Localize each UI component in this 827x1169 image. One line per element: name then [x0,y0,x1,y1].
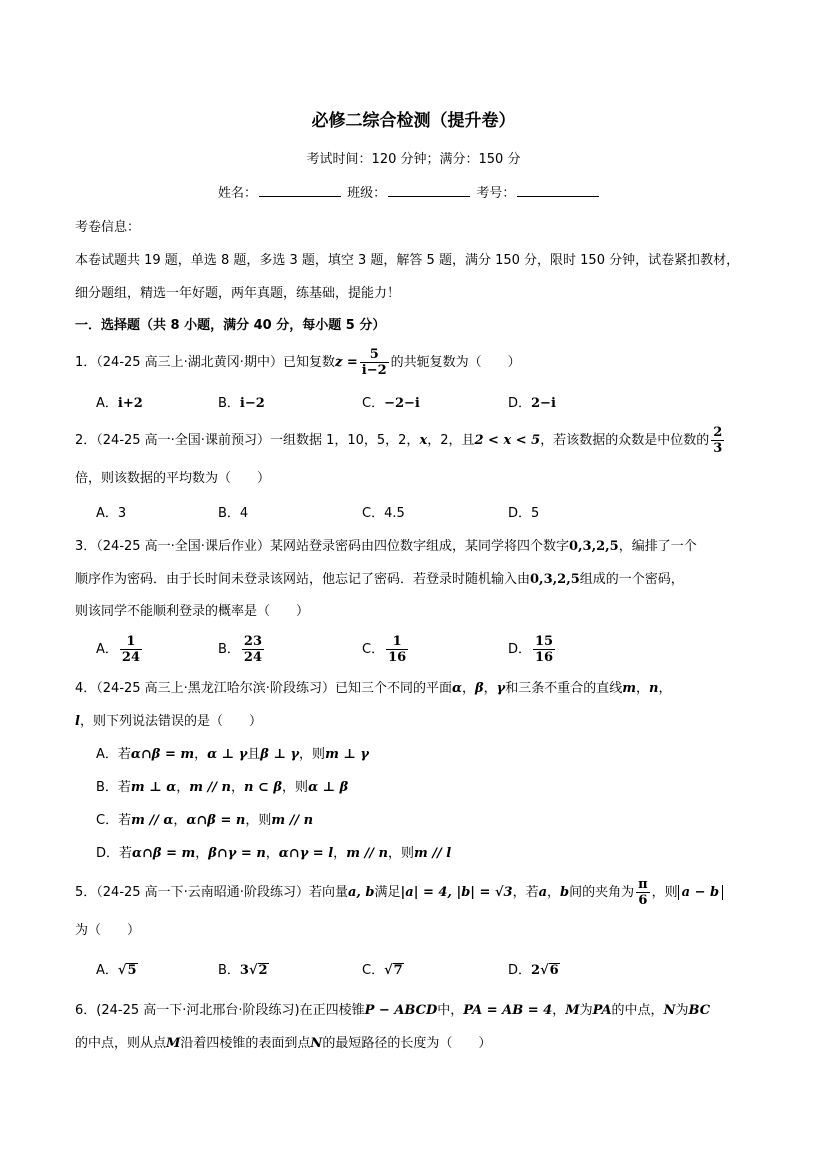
q3-option-c-frac [386,634,408,665]
q6-comma: ， [552,1003,566,1018]
q1-prefix: 1．（24-25 高三上·湖北黄冈·期中）已知复数 [75,355,335,370]
q4-line-1 [75,680,672,698]
q2-option-b-value: 4 [239,506,249,521]
q4-c-then: ，则 [245,813,272,828]
q2-x: x [419,433,428,448]
q5-frac-num: π [638,877,648,892]
q4-line-2-text: ，则下列说法错误的是（ ） [79,714,262,729]
q6-BC: BC [688,1003,711,1018]
q5-option-a[interactable]: A．√5 [96,963,137,978]
student-info-row [218,184,601,203]
class-label: 班级： [347,186,387,201]
page-title: 必修二综合检测（提升卷） [311,111,516,131]
q1-z: z = [334,355,358,370]
q2-option-c[interactable] [362,505,405,523]
q5-frac-den: 6 [638,893,648,908]
q3-option-d-frac [533,634,555,665]
q4-b-sep1: ， [176,780,190,795]
q4-d-sep3: ， [333,846,347,861]
q2-frac-den: 3 [713,441,723,456]
q3-c-num: 1 [386,634,408,650]
q5-mid2: ，若 [512,885,539,900]
q2-mid: ，2，且 [427,433,475,448]
q6-midof: 的中点， [611,1003,664,1018]
info-line-2: 细分题组，精选一年好题，两年真题，练基础，提能力！ [75,286,401,301]
q6-line-2b: 沿着四棱锥的表面到点 [180,1036,311,1051]
q5-prefix: 5．（24-25 高一下·云南昭通·阶段练习）若向量 [75,885,348,900]
q3-b-num: 23 [243,634,263,649]
q2-option-a[interactable] [96,505,126,523]
q1-fraction [360,347,389,378]
q3-option-b-frac [242,634,264,665]
q2-option-d[interactable] [508,505,539,523]
q4-sep-2: ， [483,681,497,696]
q4-b-sep2: ， [231,780,245,795]
q5-d-coef: 2 [531,963,541,978]
q5-option-d-label: D． [508,963,532,978]
q4-d-m5: m // l [413,846,452,861]
q5-option-c-label: C． [362,963,385,978]
q4-line-1a: 4．（24-25 高三上·黑龙江哈尔滨·阶段练习）已知三个不同的平面 [75,681,452,696]
q3-d-den: 16 [535,650,554,665]
q4-option-c[interactable] [96,812,313,830]
q4-beta: β [474,681,484,696]
q1-option-c-label: C． [362,396,385,411]
q1-option-a-label: A． [96,396,118,411]
q6-line-2a: 的中点，则从点 [75,1036,167,1051]
id-blank[interactable] [517,184,599,197]
q5-a: a [538,885,548,900]
q4-option-d[interactable] [96,845,451,863]
q5-line-1: 5．（24-25 高一下·云南昭通·阶段练习）若向量a, b满足|a| = 4, |b| = √3，若a，b间的夹角为 $\frac{\pi}{6}$ ，则 a − b [75,877,723,908]
q4-option-b[interactable] [96,779,348,797]
q4-d-m3: α∩γ = l [278,846,334,861]
q1-option-a[interactable] [96,395,143,413]
id-label: 考号： [476,186,516,201]
q2-option-a-label: A． [96,506,118,521]
q4-c-m1: m // α [131,813,174,828]
q3-line-3: 则该同学不能顺利登录的概率是（ ） [75,604,310,619]
q3-b-den: 24 [243,650,263,665]
q4-a-then: ，则 [299,747,326,762]
q5-option-d[interactable]: D．2√6 [508,963,559,978]
q4-a-sep: ， [194,747,208,762]
q2-inequality: 2 < x < 5 [474,433,541,448]
q1-frac-den: i−2 [361,363,387,378]
name-label: 姓名： [218,186,258,201]
q6-M-2: M [166,1036,181,1051]
q4-b-then: ，则 [282,780,309,795]
q6-wei-2: 为 [675,1003,689,1018]
q4-b-m2: m // n [189,780,231,795]
q3-line-2b: 组成的一个密码， [579,572,684,587]
q4-b-m3: n ⊂ β [244,780,283,795]
q6-line-2 [75,1035,491,1053]
q1-option-b-label: B． [218,396,240,411]
q2-option-d-value: 5 [531,506,540,521]
q4-a-m2: α ⊥ γ [207,747,248,762]
q1-option-d-label: D． [508,396,532,411]
q5-b-rad: 2 [258,963,268,978]
q1-option-d[interactable] [508,395,556,413]
q6-zhong: 中， [437,1003,464,1018]
q2-fraction [711,425,724,456]
q3-option-d[interactable] [508,634,557,665]
q4-sep-3: ， [636,681,650,696]
q4-a-m4: m ⊥ γ [325,747,369,762]
q5-option-b[interactable]: B．3√2 [218,963,268,978]
q3-option-b-label: B． [218,642,240,657]
q2-option-b-label: B． [218,506,240,521]
q4-n: n [649,681,659,696]
q5-condition: |a| = 4, |b| = √3 [400,885,513,900]
q3-option-a-label: A． [96,642,118,657]
q6-line-2c: 的最短路径的长度为（ ） [322,1036,492,1051]
q4-sep-1: ， [461,681,475,696]
q3-line-1b: ，编排了一个 [618,539,697,554]
q3-option-b[interactable] [218,634,266,665]
question-1 [75,347,521,378]
q1-option-c[interactable] [362,395,420,413]
q2-option-b[interactable] [218,505,248,523]
q6-equation: PA = AB = 4 [463,1003,553,1018]
q6-N: N [663,1003,676,1018]
q3-option-a-frac [120,634,142,665]
q3-digits-2: 0,3,2,5 [530,572,580,587]
q6-line-1 [75,1002,710,1020]
q1-frac-num: 5 [360,347,389,363]
q4-m: m [622,681,637,696]
q6-pyramid: P − ABCD [364,1003,438,1018]
q4-c-pre: C．若 [96,813,132,828]
q3-option-c-label: C． [362,642,385,657]
q4-d-then: ，则 [387,846,414,861]
q1-option-b[interactable] [218,395,265,413]
info-heading: 考卷信息： [75,220,141,235]
q6-wei-1: 为 [579,1003,593,1018]
q6-N-2: N [310,1036,323,1051]
q4-l: l [75,714,80,729]
q1-option-a-value: i+2 [117,396,143,411]
q4-a-pre: A．若 [96,747,131,762]
name-blank[interactable] [259,184,341,197]
q4-b-pre: B．若 [96,780,131,795]
q4-d-sep2: ， [265,846,279,861]
q4-a-m1: α∩β = m [130,747,195,762]
q5-mid3: 间的夹角为 [569,885,635,900]
q1-suffix: 的共轭复数为（ ） [390,355,521,370]
q4-d-m1: α∩β = m [132,846,196,861]
q5-option-c[interactable]: C．√7 [362,963,403,978]
q4-d-sep1: ， [195,846,209,861]
q4-sep-4: ， [658,681,672,696]
q2-prefix: 2．（24-25 高一·全国·课前预习）一组数据 1，10，5，2， [75,433,420,448]
q1-option-c-value: −2−i [384,396,420,411]
q5-option-a-label: A． [96,963,118,978]
q4-d-m4: m // n [346,846,388,861]
q3-line-2 [75,571,684,589]
q5-b: b [560,885,570,900]
q4-alpha: α [451,681,462,696]
q3-line-1 [75,538,697,556]
q4-b-m1: m ⊥ α [130,780,177,795]
q4-c-m2: α∩β = n [186,813,246,828]
info-line-1: 本卷试题共 19 题，单选 8 题，多选 3 题，填空 3 题，解答 5 题，满分 150 分，限时 150 分钟，试卷紧扣教材， [75,253,740,268]
class-blank[interactable] [388,184,470,197]
q3-line-2a: 顺序作为密码．由于长时间未登录该网站，他忘记了密码．若登录时随机输入由 [75,572,531,587]
q5-mid4: ，则 [651,885,678,900]
q3-a-num: 1 [120,634,142,650]
q2-option-a-value: 3 [117,506,127,521]
q3-d-num: 15 [535,634,554,649]
q3-line-1a: 3．（24-25 高一·全国·课后作业）某网站登录密码由四位数字组成，某同学将四个数字 [75,539,569,554]
q6-M: M [565,1003,580,1018]
q4-b-m4: α ⊥ β [308,780,349,795]
q5-option-b-label: B． [218,963,240,978]
q3-c-den: 16 [388,650,407,665]
q5-d-rad: 6 [549,963,559,978]
question-2 [75,425,726,456]
section-title: 一．选择题（共 8 小题，满分 40 分，每小题 5 分） [75,318,386,333]
q5-expression: a − b [678,885,723,900]
q3-option-a[interactable] [96,634,144,665]
q3-option-c[interactable] [362,634,410,665]
q5-vectors: a, b [347,885,375,900]
q4-line-2 [75,713,262,731]
q4-d-m2: β∩γ = n [208,846,266,861]
q5-fraction [636,877,650,908]
q1-option-b-value: i−2 [239,396,265,411]
exam-meta: 考试时间：120 分钟；满分：150 分 [306,152,521,167]
q4-gamma: γ [496,681,506,696]
q3-option-d-label: D． [508,642,532,657]
q4-a-and: 且 [247,747,261,762]
q3-a-den: 24 [121,650,140,665]
q4-c-m3: m // n [271,813,314,828]
q3-digits: 0,3,2,5 [568,539,619,554]
q2-option-c-value: 4.5 [384,506,405,521]
q5-mid1: 满足 [374,885,401,900]
q2-option-d-label: D． [508,506,532,521]
q2-frac-num: 2 [713,425,723,440]
q4-c-sep: ， [173,813,187,828]
q5-c-rad: 7 [393,963,403,978]
q2-option-c-label: C． [362,506,385,521]
q2-suffix: ，若该数据的众数是中位数的 [540,433,710,448]
q2-line-2: 倍，则该数据的平均数为（ ） [75,471,271,486]
q4-a-m3: β ⊥ γ [260,747,300,762]
q4-line-1b: 和三条不重合的直线 [505,681,623,696]
q6-line-1a: 6．(24-25 高一下·河北邢台·阶段练习)在正四棱锥 [75,1003,365,1018]
q6-PA: PA [592,1003,612,1018]
q5-line-2: 为（ ） [75,923,141,938]
q1-option-d-value: 2−i [531,396,556,411]
q4-option-a[interactable] [96,746,369,764]
q5-a-rad: 5 [127,963,137,978]
q4-d-pre: D．若 [96,846,133,861]
q5-b-coef: 3 [239,963,249,978]
